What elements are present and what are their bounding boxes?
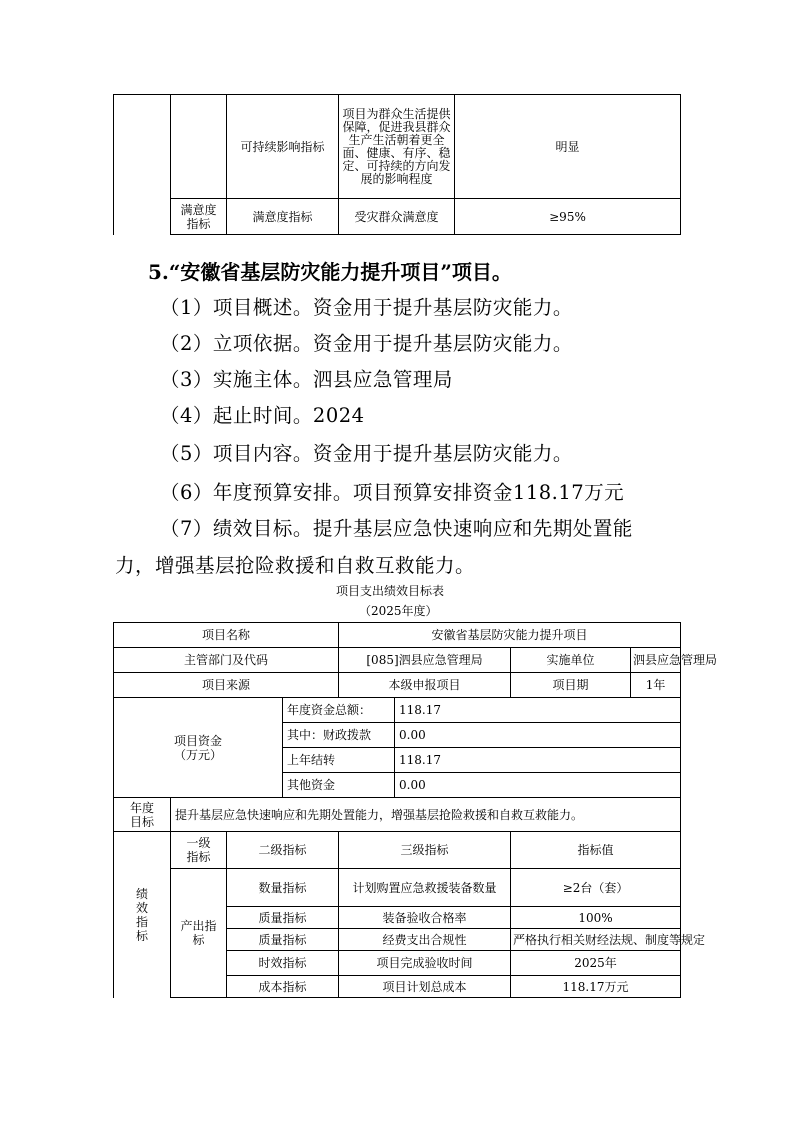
l1-cell: 满意度指标 [171,199,227,235]
value-cell: 100% [511,907,681,929]
l3-cell: 项目完成验收时间 [339,951,511,976]
l1-header: 一级 指标 [171,832,227,869]
dept-label: 主管部门及代码 [114,648,339,673]
value-cell: 118.17万元 [511,976,681,998]
item-4: （4）起止时间。2024 [160,404,365,427]
l2-cell: 数量指标 [227,869,339,907]
section-heading: 5.“安徽省基层防灾能力提升项目”项目。 [148,260,512,284]
value-header: 指标值 [511,832,681,869]
l2-cell: 满意度指标 [227,199,339,235]
impl-label: 实施单位 [511,648,631,673]
item-7: （7）绩效目标。提升基层应急快速响应和先期处置能 [160,517,633,540]
value-cell: 严格执行相关财经法规、制度等规定 [511,929,681,951]
value-cell: 2025年 [511,951,681,976]
source-label: 项目来源 [114,673,339,698]
period-label: 项目期 [511,673,631,698]
project-name-label: 项目名称 [114,623,339,648]
l3-cell: 项目计划总成本 [339,976,511,998]
l3-cell: 经费支出合规性 [339,929,511,951]
goal-label: 年度 目标 [114,798,171,832]
l2-cell: 时效指标 [227,951,339,976]
period: 1年 [631,673,681,698]
item-2: （2）立项依据。资金用于提升基层防灾能力。 [160,332,573,355]
value-cell: ≥2台（套） [511,869,681,907]
perf-label: 绩 效 指 标 [114,832,171,998]
item-1: （1）项目概述。资金用于提升基层防灾能力。 [160,296,573,319]
l2-cell: 质量指标 [227,929,339,951]
l2-header: 二级指标 [227,832,339,869]
funds-carry-value: 118.17 [395,748,681,773]
funds-fiscal-value: 0.00 [395,723,681,748]
project-name: 安徽省基层防灾能力提升项目 [339,623,681,648]
l3-header: 三级指标 [339,832,511,869]
source: 本级申报项目 [339,673,511,698]
l2-cell: 质量指标 [227,907,339,929]
value-cell: 明显 [455,95,681,199]
item-3: （3）实施主体。泗县应急管理局 [160,368,453,391]
table-year: （2025年度） [359,604,438,618]
impl: 泗县应急管理局 [631,648,681,673]
dept: [085]泗县应急管理局 [339,648,511,673]
l2-cell: 成本指标 [227,976,339,998]
funds-fiscal-label: 其中：财政拨款 [283,723,395,748]
item-5: （5）项目内容。资金用于提升基层防灾能力。 [160,442,573,465]
item-6: （6）年度预算安排。项目预算安排资金118.17万元 [160,481,625,504]
performance-table [113,622,718,998]
goal-text: 提升基层应急快速响应和先期处置能力，增强基层抢险救援和自救互救能力。 [171,798,681,832]
l3-cell: 项目为群众生活提供保障，促进我县群众生产生活朝着更全面、健康、有序、稳定、可持续的方向发展的影响程度 [339,95,455,199]
top-indicator-table [113,94,681,235]
value-cell: ≥95% [455,199,681,235]
l2-cell: 可持续影响指标 [227,95,339,199]
funds-other-label: 其他资金 [283,773,395,798]
funds-other-value: 0.00 [395,773,681,798]
table-title: 项目支出绩效目标表 [336,584,445,598]
l3-cell: 受灾群众满意度 [339,199,455,235]
l3-cell: 计划购置应急救援装备数量 [339,869,511,907]
item-7-cont: 力，增强基层抢险救援和自救互救能力。 [115,554,476,577]
funds-label: 项目资金 （万元） [114,698,283,798]
funds-total-label: 年度资金总额： [283,698,395,723]
blank-cell [114,95,171,235]
blank-cell [171,95,227,199]
funds-total-value: 118.17 [395,698,681,723]
funds-carry-label: 上年结转 [283,748,395,773]
l3-cell: 装备验收合格率 [339,907,511,929]
output-label: 产出指 标 [171,869,227,998]
